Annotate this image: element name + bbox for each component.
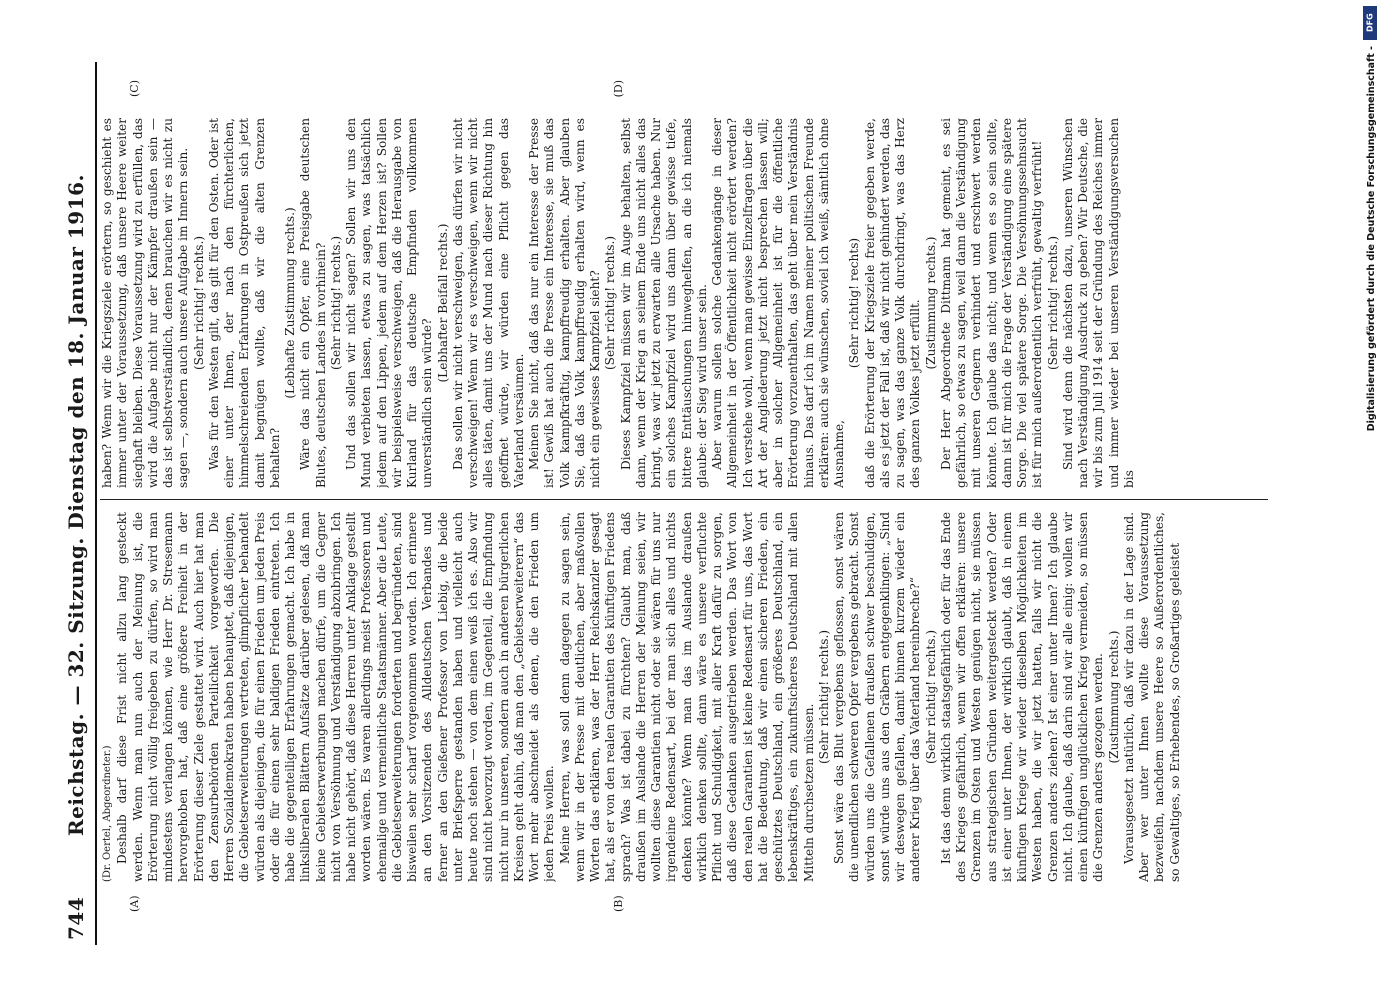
paragraph: Meine Herren, was soll denn dagegen zu sagen sein, wenn wir in der Presse mit deutlichen, aber maßvollen Worten das erklären, was der Herr Reichskanzler gesagt hat, als er von den realen Garantien des künftigen Friedens sprach? Was ist dabei zu fürchten? Glaubt man, daß draußen im Auslande die Herren der Meinung seien, wir wollten diese Garantien nicht oder sie wären für uns nur irgendeine Redensart, bei der man sich alles und nichts denken könnte? Wenn man das im Auslande draußen wirklich denken sollte, dann wäre es unsere verfluchte Pflicht und Schuldigkeit, mit aller Kraft dafür zu sorgen, daß diese Gedanken ausgetrieben werden. Das Wort von den realen Garantien ist keine Redensart für uns, das Wort hat die Bedeutung, daß wir einen sicheren Frieden, ein geschütztes Deutschland, ein größeres Deutschland, ein lebenskräftiges, ein zukunftsicheres Deutschland mit allen Mitteln durchsetzen müssen. [557, 512, 816, 882]
paragraph: Sind wird denn die nächsten dazu, unseren Wünschen nach Verständigung Ausdruck zu geben? Wir Deutsche, die wir bis zum Juli 1914 seit der Gründung des Reiches immer und immer wieder bei unseren Verständigungsversuchen bis [1060, 118, 1136, 488]
paragraph: Ist das denn wirklich staatsgefährlich oder für das Ende des Krieges gefährlich, wenn wir offen erklären: unsere Grenzen im Osten und Westen genügen nicht, sie müssen aus strategischen Gründen weitergesteckt werden? Oder ist einer unter Ihnen, der wirklich glaubt, daß in einem künftigen Kriege wir wieder dieselben Möglichkeiten im Westen haben, die wir jetzt hatten, falls wir nicht die Grenzen anders ziehen? Ist einer unter Ihnen? Ich glaube nicht. Ich glaube, daß darin sind wir alle einig: wollen wir einen künftigen unglücklichen Krieg vermeiden, so müssen die Grenzen anders gezogen werden. [938, 512, 1106, 882]
interjection: (Sehr richtig! rechts.) [923, 629, 938, 765]
interjection: (Sehr richtig! rechts.) [191, 235, 206, 371]
dfg-logo: DFG [1363, 6, 1377, 40]
interjection: (Sehr richtig! rechts.) [328, 235, 343, 371]
paragraph: daß die Erörterung der Kriegsziele freier gegeben werde, als es jetzt der Fall ist, daß wir nicht gehindert werden, das zu sagen, was das ganze Volk durchdringt, was das Herz des ganzen Volkes jetzt erfüllt. [862, 118, 923, 488]
margin-letter-c: (C) [128, 80, 141, 97]
digitization-note: Digitalisierung gefördert durch die Deutsche Forschungsgemeinschaft - [1366, 46, 1377, 432]
paragraph: Meinen Sie nicht, daß das nur ein Interesse der Presse ist! Gewiß hat auch die Presse ein Interesse, sie muß das Volk kampfkräftig, kampffreudig erhalten. Aber glauben Sie, daß das Volk kampffreudig erhalten wird, wenn es nicht ein gewisses Kampfziel sieht? [527, 118, 602, 488]
interjection: (Sehr richtig! rechts.) [1045, 235, 1060, 371]
paragraph: Das sollen wir nicht verschweigen, das dürfen wir nicht verschweigen! Wenn wir es verschweigen, wenn wir nicht alles täten, damit uns der Mund nach dieser Richtung hin geöffnet würde, wir würden eine Pflicht gegen das Vaterland versäumen. [450, 118, 526, 488]
running-head: Reichstag. — 32. Sitzung. Dienstag den 18. Januar 1916. [64, 173, 88, 837]
paragraph: Dieses Kampfziel müssen wir im Auge behalten, selbst dann, wenn der Krieg an seinem Ende uns nicht alles das bringt, was wir jetzt zu erwarten alle Ursache haben. Nur ein solches Kampfziel wird uns dann über gewisse tiefe, bittere Enttäuschungen hinweghelfen, an die ich niemals glaube: der Sieg wird unser sein. [618, 118, 709, 488]
text-columns [100, 118, 1268, 882]
interjection: (Sehr richtig! rechts) [847, 237, 862, 369]
interjection: (Sehr richtig! rechts.) [603, 235, 618, 371]
paragraph: Der Herr Abgeordnete Dittmann hat gemeint, es sei gefährlich, so etwas zu sagen, weil dann die Verständigung mit unseren Gegnern verhindert und erschwert werden könnte. Ich glaube das nicht; und wenn es so sein sollte, dann ist für mich die Frage der Verständigung eine spätere Sorge. Die viel spätere Sorge. Die Versöhnungssehnsucht ist für mich außerordentlich verfrüht, gewaltig verfrüht! [938, 118, 1045, 488]
right-column [100, 118, 1268, 488]
paragraph: Was für den Westen gilt, das gilt für den Osten. Oder ist einer unter Ihnen, der nach den fürchterlichen, himmelschreienden Erfahrungen in Ostpreußen sich jetzt damit begnügen wollte, daß wir die alten Grenzen behalten? [206, 118, 282, 488]
interjection: (Sehr richtig! rechts.) [816, 629, 831, 765]
margin-letter-a: (A) [128, 895, 141, 912]
page-number: 744 [64, 896, 88, 940]
column-divider [100, 500, 1268, 501]
margin-letter-b: (B) [612, 895, 625, 912]
interjection: (Lebhafte Zustimmung rechts.) [283, 207, 297, 399]
paragraph: Sonst wäre das Blut vergebens geflossen, sonst wären die unendlichen schweren Opfer vergebens gebracht. Sonst würden uns die Gefallenen draußen schwer beschuldigen, sonst würde uns aus den Gräbern entgegenklingen: „Sind wir deswegen gefallen, damit binnen kurzem wieder ein anderer Krieg über das Vaterland hereinbreche?“ [832, 512, 923, 882]
paragraph: Deshalb darf diese Frist nicht allzu lang gesteckt werden. Wenn man nun auch der Meinung ist, die Erörterung nicht völlig freigeben zu dürfen, so wird man mindestens verlangen können, wie Herr Dr. Stresemann hervorgehoben hat, daß eine größere Freiheit in der Erörterung dieser Ziele gestattet wird. Auch hier hat man den Zensurbehörden Parteilichkeit vorgeworfen. Die Herren Sozialdemokraten haben behauptet, daß diejenigen, die Gebietserweiterungen vertreten, glimpflicher behandelt würden als diejenigen, die für einen Frieden um jeden Preis oder die für einen sehr baldigen Frieden eintreten. Ich habe die gegenteiligen Erfahrungen gemacht. Ich habe in linksliberalen Blättern Aufsätze darüber gelesen, daß man keine Gebietserwerbungen machen dürfe, um die Gegner nicht von Versöhnung und Verständigung abzubringen. Ich habe nicht gehört, daß diese Herren unter Anklage gestellt worden wären. Es waren allerdings meist Professoren und ehemalige und vermeintliche Staatsmänner. Aber die Leute, die Gebietserweiterungen forderten und begründeten, sind bisweilen sehr scharf vorgenommen worden. Ich erinnere an den Vorsitzenden des Alldeutschen Verbandes und ferner an den Gießener Professor von Liebig, die beide unter Briefsperre gestanden haben und vielleicht auch heute noch stehen — von dem einen weiß ich es. Also wir sind nicht bevorzugt worden, im Gegenteil, die Empfindung nicht nur in unseren, sondern auch in anderen bürgerlichen Kreisen geht dahin, daß man den „Gebietserweiterern“ das Wort mehr abschneidet als denen, die den Frieden um jeden Preis wollen. [115, 512, 557, 882]
left-column [100, 512, 1268, 882]
page-header [54, 70, 88, 940]
paragraph: Wäre das nicht ein Opfer, eine Preisgabe deutschen Blutes, deutschen Landes im vorhinein? [298, 118, 328, 488]
margin-letter-d: (D) [612, 80, 625, 98]
header-rule [95, 62, 97, 945]
interjection: (Zustimmung rechts.) [923, 236, 938, 370]
paragraph: Vorausgesetzt natürlich, daß wir dazu in der Lage sind. Aber wer unter Ihnen wollte diese Voraussetzung bezweifeln, nachdem unsere Heere so Außerordentliches, so Gewaltiges, so Erhebendes, so Großartiges geleistet [1121, 512, 1182, 882]
interjection: (Lebhafter Beifall rechts.) [435, 223, 450, 383]
paragraph: haben? Wenn wir die Kriegsziele erörtern, so geschieht es immer unter der Voraussetzung, daß unsere Heere weiter sieghaft bleiben. Diese Voraussetzung wird zu erfüllen, das wird die Aufgabe nicht nur der Kämpfer draußen sein — das ist selbstverständlich, denen brauchen wir es nicht zu sagen —, sondern auch unsere Aufgabe im Innern sein. [100, 118, 191, 488]
speaker-reference: (Dr. Oertel, Abgeordneter.) [102, 745, 113, 882]
interjection: (Zustimmung rechts.) [1106, 630, 1121, 764]
paragraph: Und das sollen wir nicht sagen? Sollen wir uns den Mund verbieten lassen, etwas zu sagen, was tatsächlich jedem auf den Lippen, jedem auf dem Herzen ist? Sollen wir beispielsweise verschweigen, daß die Herausgabe von Kurland für das deutsche Empfinden vollkommen unverständlich sein würde? [344, 118, 435, 488]
paragraph: Aber warum sollen solche Gedankengänge in dieser Allgemeinheit in der Öffentlichkeit nicht erörtert werden? Ich verstehe wohl, wenn man gewisse Einzelfragen über die Art der Angliederung jetzt nicht besprechen lassen will; aber in solcher Allgemeinheit ist für die öffentliche Erörterung vorzuenthalten, das geht über mein Verständnis hinaus. Das darf ich im Namen meiner politischen Freunde erklären: auch sie wünschen, soviel ich weiß, sämtlich ohne Ausnahme, [710, 118, 846, 488]
